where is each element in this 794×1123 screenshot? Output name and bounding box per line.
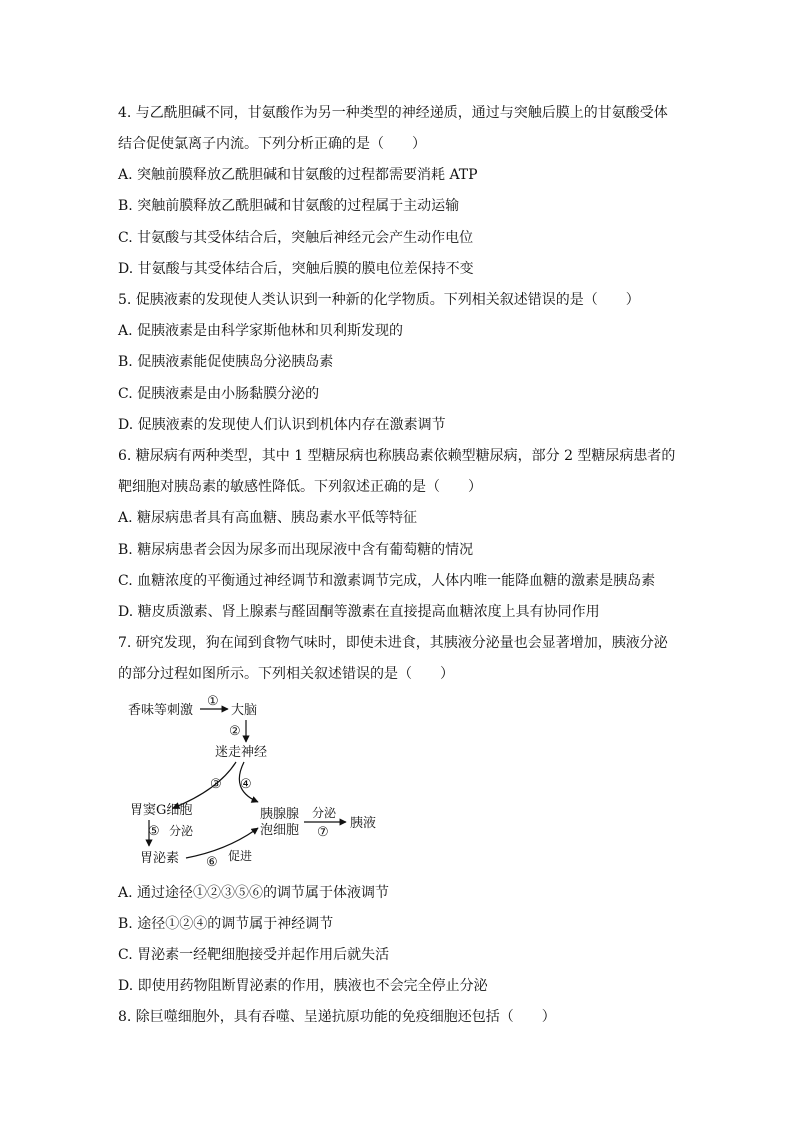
- path-number-2: ②: [229, 724, 241, 739]
- q4-stem-line-2: 结合促使氯离子内流。下列分析正确的是（ ）: [118, 136, 426, 152]
- q7-option-a: A. 通过途径①②③⑤⑥的调节属于体液调节: [118, 885, 390, 901]
- q6-option-a: A. 糖尿病患者具有高血糖、胰岛素水平低等特征: [118, 510, 418, 526]
- q7-option-c: C. 胃泌素一经靶细胞接受并起作用后就失活: [118, 947, 390, 963]
- q4-stem-line-1: 4. 与乙酰胆碱不同，甘氨酸作为另一种类型的神经递质，通过与突触后膜上的甘氨酸受体: [118, 105, 668, 121]
- g-cell-label: 胃窦G细胞: [130, 803, 193, 818]
- gastrin-label: 胃泌素: [140, 851, 180, 866]
- path-number-7: ⑦: [317, 825, 329, 840]
- pancreas-label-line-2: 泡细胞: [260, 823, 300, 838]
- q7-option-b: B. 途径①②④的调节属于神经调节: [118, 916, 334, 932]
- q6-stem-line-1: 6. 糖尿病有两种类型，其中 1 型糖尿病也称胰岛素依赖型糖尿病，部分 2 型糖尿病患者的: [118, 448, 676, 464]
- path-number-6: ⑥: [206, 855, 218, 870]
- stimulus-label: 香味等刺激: [128, 703, 194, 718]
- path-number-1: ①: [207, 694, 219, 709]
- path-number-3: ③: [210, 777, 222, 792]
- q5-option-d: D. 促胰液素的发现使人们认识到机体内存在激素调节: [118, 417, 446, 433]
- q5-option-c: C. 促胰液素是由小肠黏膜分泌的: [118, 386, 320, 402]
- pancreatic-secretion-diagram: [118, 690, 398, 875]
- q4-option-a: A. 突触前膜释放乙酰胆碱和甘氨酸的过程都需要消耗 ATP: [118, 167, 478, 183]
- pancreas-label-line-1: 胰腺腺: [260, 807, 300, 822]
- q7-stem-line-2: 的部分过程如图所示。下列相关叙述错误的是（ ）: [118, 666, 454, 682]
- promote-label: 促进: [228, 849, 253, 863]
- q8-stem-line-1: 8. 除巨噬细胞外，具有吞噬、呈递抗原功能的免疫细胞还包括（ ）: [118, 1009, 556, 1025]
- q6-option-c: C. 血糖浓度的平衡通过神经调节和激素调节完成，人体内唯一能降血糖的激素是胰岛素: [118, 573, 656, 589]
- q5-stem-line-1: 5. 促胰液素的发现使人类认识到一种新的化学物质。下列相关叙述错误的是（ ）: [118, 292, 640, 308]
- brain-label: 大脑: [231, 703, 258, 718]
- arrow-3: [173, 762, 236, 808]
- path-number-5: ⑤: [148, 824, 160, 839]
- q6-option-d: D. 糖皮质激素、肾上腺素与醛固酮等激素在直接提高血糖浓度上具有协同作用: [118, 604, 600, 620]
- q5-option-a: A. 促胰液素是由科学家斯他林和贝利斯发现的: [118, 323, 404, 339]
- q4-option-d: D. 甘氨酸与其受体结合后，突触后膜的膜电位差保持不变: [118, 261, 474, 277]
- q7-stem-line-1: 7. 研究发现，狗在闻到食物气味时，即使未进食，其胰液分泌量也会显著增加，胰液分泌: [118, 635, 668, 651]
- q6-stem-line-2: 靶细胞对胰岛素的敏感性降低。下列叙述正确的是（ ）: [118, 479, 482, 495]
- q5-option-b: B. 促胰液素能促使胰岛分泌胰岛素: [118, 354, 334, 370]
- path-number-4: ④: [240, 777, 252, 792]
- secrete-label-7: 分泌: [312, 806, 337, 820]
- vagus-nerve-label: 迷走神经: [215, 745, 268, 760]
- q6-option-b: B. 糖尿病患者会因为尿多而出现尿液中含有葡萄糖的情况: [118, 542, 474, 558]
- q4-option-b: B. 突触前膜释放乙酰胆碱和甘氨酸的过程属于主动运输: [118, 198, 460, 214]
- q4-option-c: C. 甘氨酸与其受体结合后，突触后神经元会产生动作电位: [118, 230, 474, 246]
- pancreatic-juice-label: 胰液: [350, 816, 377, 831]
- secrete-label-5: 分泌: [169, 824, 194, 838]
- q7-option-d: D. 即使用药物阻断胃泌素的作用，胰液也不会完全停止分泌: [118, 978, 488, 994]
